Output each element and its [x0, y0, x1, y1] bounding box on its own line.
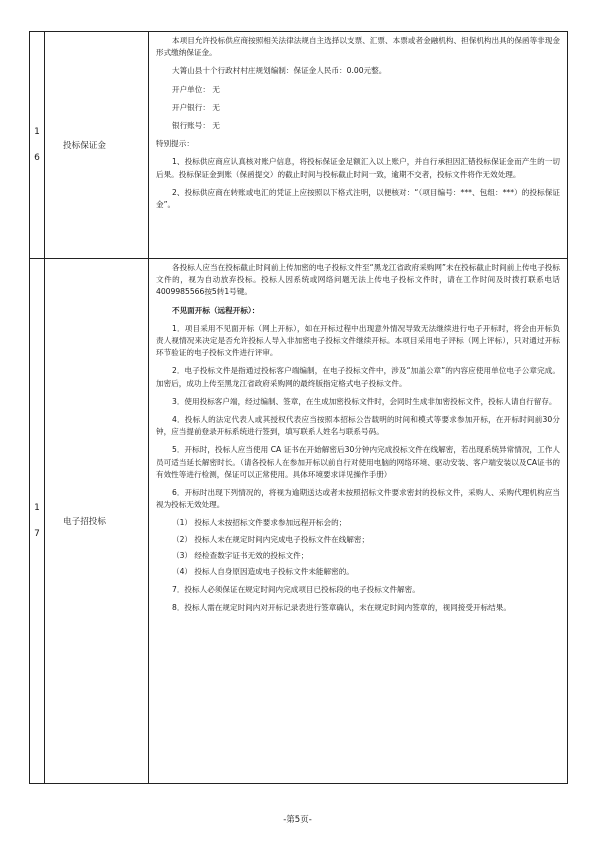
page-number: -第5页- [283, 815, 312, 825]
paragraph: 开户单位： 无 [172, 84, 220, 94]
row-number-digit: 7 [34, 529, 40, 539]
row-content [149, 32, 568, 259]
paragraph: 1、投标供应商应认真核对账户信息，将投标保证金足额汇入以上账户，并自行承担因汇错投标保证金而产生的一切后果。投标保证金到账（保函提交）的截止时间与投标截止时间一致，逾期不交者，投标文件将作无效处理。 [156, 157, 560, 179]
row-label: 电子招投标 [45, 259, 149, 784]
paragraph: 开户银行： 无 [172, 102, 220, 112]
requirements-table [29, 31, 568, 784]
row-number-cell [30, 32, 45, 259]
row-label: 投标保证金 [45, 32, 149, 259]
paragraph: 1．项目采用不见面开标（网上开标），如在开标过程中出现意外情况导致无法继续进行电子开标时，将会由开标负责人视情况来决定是否允许投标人导入非加密电子投标文件继续开标。本项目采用电子评标（网上评标），只对通过开标环节验证的电子投标文件进行评审。 [156, 323, 560, 358]
paragraph: 5．开标时，投标人应当使用 CA 证书在开始解密后30分钟内完成投标文件在线解密，若出现系统异常情况，工作人员可适当延长解密时长。（请各投标人在参加开标以前自行对使用电脑的网络环境、驱动安装、客户端安装以及CA证书的有效性等进行检测，保证可以正常使用。具体环境要求详见操作手册） [156, 445, 560, 479]
row-content [149, 259, 568, 784]
paragraph: 4．投标人的法定代表人或其授权代表应当按照本招标公告载明的时间和模式等要求参加开标，在开标时间前30分钟，应当提前登录开标系统进行签到，填写联系人姓名与联系号码。 [156, 415, 560, 437]
paragraph: 特别提示： [156, 139, 194, 149]
row-number-digit: 6 [34, 153, 40, 163]
paragraph: 各投标人应当在投标截止时间前上传加密的电子投标文件至“黑龙江省政府采购网”未在投标截止时间前上传电子投标文件的，视为自动放弃投标。投标人因系统或网络问题无法上传电子投标文件时，请在工作时间及时拨打联系电话4009985566按5转1号键。 [156, 263, 560, 297]
paragraph: 大箐山县十个行政村村庄规划编制：保证金人民币：0.00元整。 [172, 66, 387, 76]
list-item: （1） 投标人未按招标文件要求参加远程开标会的； [172, 518, 347, 528]
row-number-digit: 1 [34, 503, 40, 513]
paragraph: 2．电子投标文件是指通过投标客户端编制，在电子投标文件中，涉及“加盖公章”的内容应使用单位电子公章完成。加密后，成功上传至黑龙江省政府采购网的最终版指定格式电子投标文件。 [156, 366, 560, 388]
paragraph: 银行账号： 无 [172, 121, 220, 131]
table-row [30, 32, 568, 259]
list-item: （4） 投标人自身原因造成电子投标文件未能解密的。 [172, 567, 354, 577]
paragraph: 8．投标人需在规定时间内对开标记录表进行签章确认，未在规定时间内签章的，视同接受开标结果。 [172, 603, 511, 613]
list-item: （3） 经检查数字证书无效的投标文件； [172, 550, 309, 560]
row-number-cell [30, 259, 45, 784]
paragraph: 本项目允许投标供应商按照相关法律法规自主选择以支票、汇票、本票或者金融机构、担保机构出具的保函等非现金形式缴纳保证金。 [156, 36, 560, 58]
table-row [30, 259, 568, 784]
list-item: （2） 投标人未在规定时间内完成电子投标文件在线解密； [172, 534, 370, 544]
paragraph: 2、投标供应商在转账或电汇的凭证上应按照以下格式注明，以便核对：“（项目编号：***、包组：***）的投标保证金”。 [156, 187, 560, 210]
row-number-digit: 1 [34, 127, 40, 137]
paragraph: 3．使用投标客户端，经过编制、签章，在生成加密投标文件时，会同时生成非加密投标文件，投标人请自行留存。 [172, 396, 557, 406]
paragraph: 7．投标人必须保证在规定时间内完成项目已投标段的电子投标文件解密。 [172, 585, 420, 595]
section-heading: 不见面开标（远程开标）： [172, 305, 260, 315]
paragraph: 6．开标时出现下列情况的，将视为逾期送达或者未按照招标文件要求密封的投标文件，采购人、采购代理机构应当视为投标无效处理。 [156, 488, 560, 510]
